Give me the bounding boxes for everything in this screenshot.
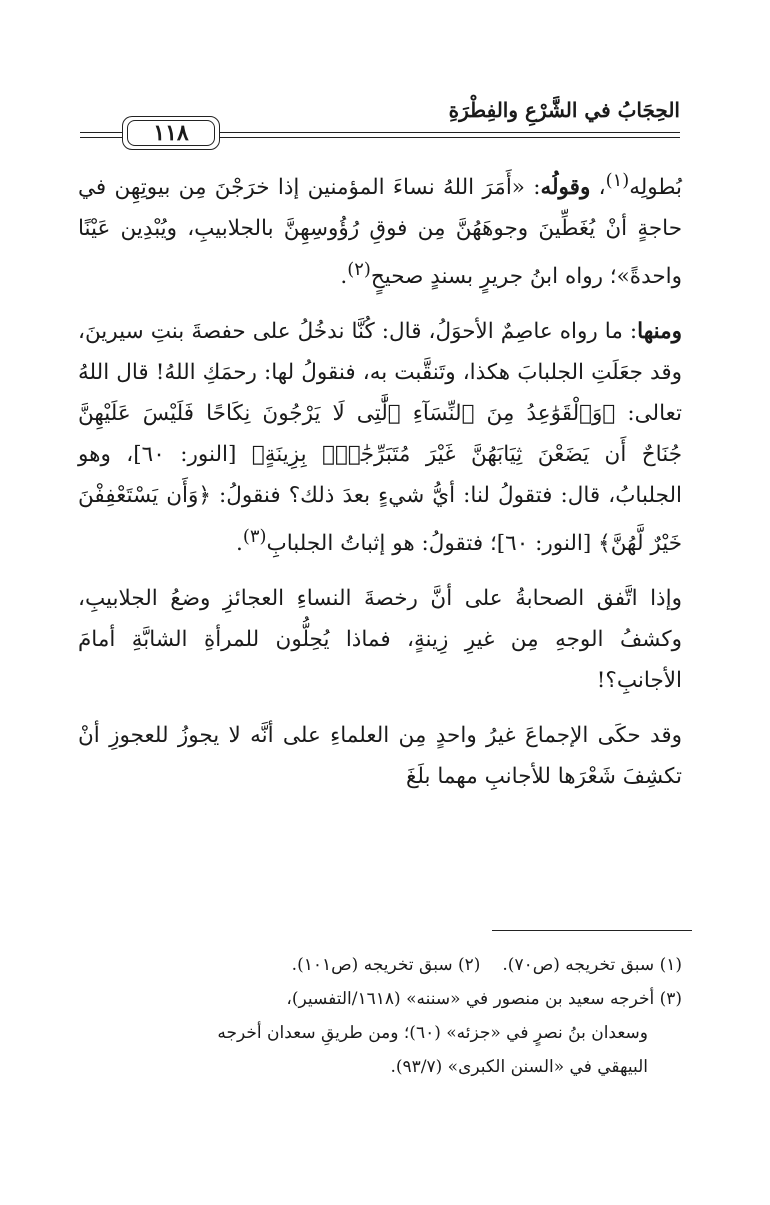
page-number-frame [122,116,220,150]
footnote-ref-1: (١) [605,170,630,191]
footnotes [78,948,682,1084]
footnote-3-line-2: وسعدان بنُ نصرٍ في «جزئه» (٦٠)؛ ومن طريقِ سعدان أخرجه [217,1023,648,1043]
footnote-ref-3: (٣) [242,526,267,548]
text-run: . [340,264,348,290]
text-run: : «أَمَرَ اللهُ نساءَ المؤمنين إذا خرَجْنَ مِن بيوتِهِن في حاجةٍ أنْ يُغَطِّينَ وجوهَهُنَّ مِن فوقِ رُؤُوسِهِنَّ بالجلابيبِ، ويُبْدِين عَيْنًا واحدةً»؛ رواه ابنُ جريرٍ بسندٍ صحيحٍ [78,175,682,290]
text-run: [النور: ٦٠]؛ فتقولُ: هو إثباتُ الجلبابِ [266,531,599,557]
text-run: [النور: ٦٠]، وهو الجلبابُ، قال: فتقولُ لنا: أيُّ شيءٍ بعدَ ذلك؟ فنقولُ: [78,442,682,509]
footnote-3 [78,982,682,1084]
footnote-3-line-3: البيهقي في «السنن الكبرى» (٩٣/٧). [390,1057,648,1077]
paragraph-4: وقد حكَى الإجماعَ غيرُ واحدٍ مِن العلماءِ على أنَّه لا يجوزُ للعجوزِ أنْ تكشِفَ شَعْرَها للأجانبِ مهما بلَغَ [78,723,682,790]
header-rule-stub [80,132,120,133]
paragraph-1 [78,160,682,297]
page-number: ١١٨ [153,120,189,146]
footnote-3-line-1: (٣) أخرجه سعيد بن منصور في «سننه» (١٦١٨/التفسير)، [286,989,682,1009]
footnote-1: (١) سبق تخريجه (ص٧٠). [502,955,682,975]
lead-word: ومنها [637,319,682,345]
text-run: ، [590,175,606,201]
footnote-ref-2: (٢) [347,259,371,281]
header-rule-stub-double [80,137,120,138]
footnote-2: (٢) سبق تخريجه (ص١٠١). [291,955,481,975]
paragraph-2 [78,311,682,564]
footnote-separator [492,930,692,931]
lead-word: وقولُه [540,175,591,201]
quran-verse: ﴿وَٱلْقَوَٰعِدُ مِنَ ٱلنِّسَآءِ ٱلَّٰتِى لَا يَرْجُونَ نِكَاحًا فَلَيْسَ عَلَيْهِنَّ جُنَاحٌ أَن يَضَعْنَ ثِيَابَهُنَّ غَيْرَ مُتَبَرِّجَٰتٍۭ بِزِينَةٍ﴾ [78,401,682,468]
paragraph-3: وإذا اتَّفق الصحابةُ على أنَّ رخصةَ النساءِ العجائزِ وضعُ الجلابيبِ، وكشفُ الوجهِ مِن غيرِ زِينةٍ، فماذا يُحِلُّون للمرأةِ الشابَّةِ أمامَ الأجانبِ؟! [78,586,682,694]
running-title: الحِجَابُ في الشَّرْعِ والفِطْرَةِ [448,98,680,122]
footnote-row [78,948,682,982]
text-run: : ما رواه عاصِمٌ الأحوَلُ، قال: كُنَّا ندخُلُ على حفصةَ بنتِ سيرينَ، وقد جعَلَتِ الجلبابَ هكذا، وتَنقَّبت به، فنقولُ لها: رحمَكِ اللهُ! قال اللهُ تعالى: [78,319,682,427]
quran-verse: ﴿وَأَن يَسْتَعْفِفْنَ خَيْرٌ لَّهُنَّ﴾ [78,483,682,557]
text-run: . [236,531,243,557]
main-text [78,160,682,811]
page-header [80,88,680,148]
text-run: بُطولِه [629,175,683,201]
